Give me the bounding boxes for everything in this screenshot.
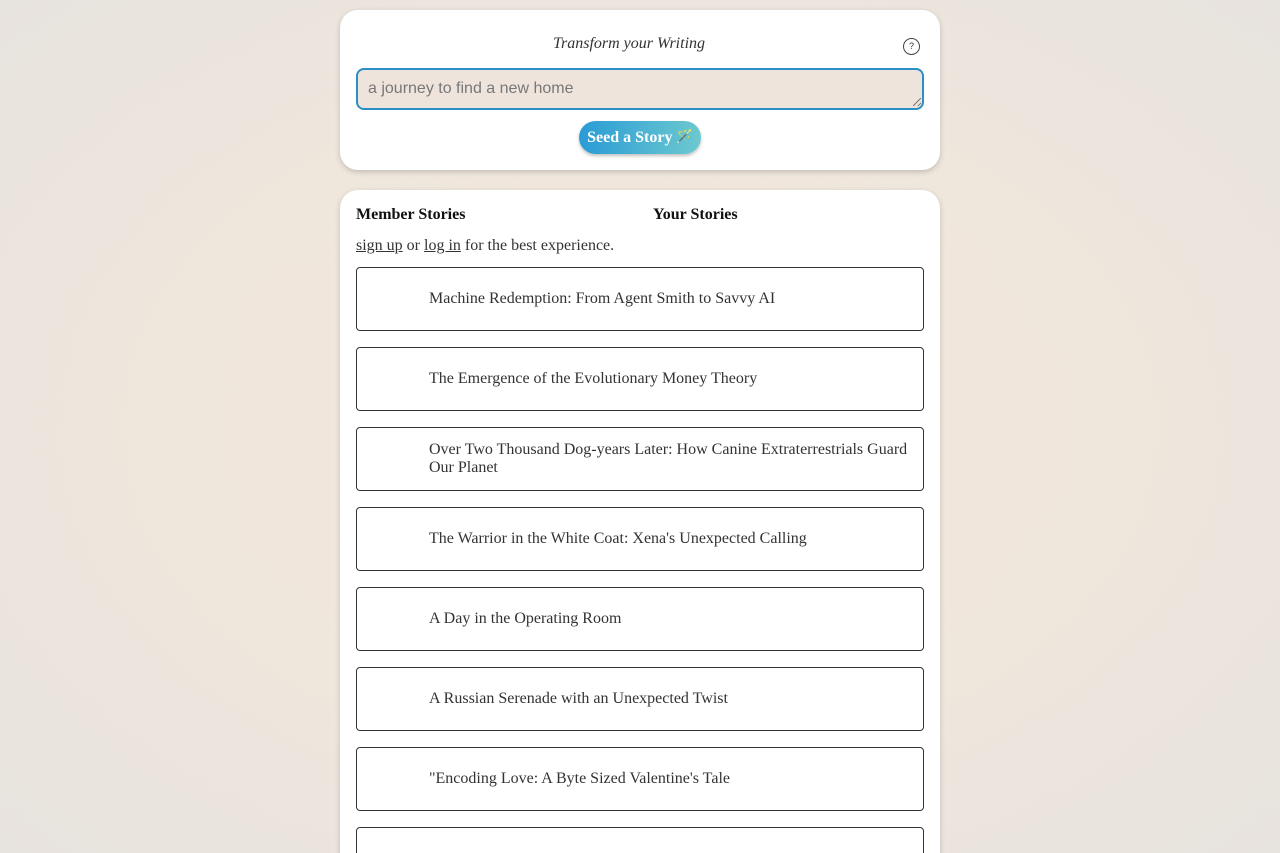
story-card[interactable]: A Day in the Operating Room (356, 587, 924, 651)
help-icon[interactable]: ? (903, 38, 920, 55)
story-seed-panel (340, 10, 940, 170)
story-card[interactable]: The Warrior in the White Coat: Xena's Unexpected Calling (356, 507, 924, 571)
auth-prompt (356, 237, 614, 255)
sign-up-link[interactable]: sign up (356, 237, 403, 254)
story-card-partial[interactable] (356, 827, 924, 853)
story-card[interactable]: Over Two Thousand Dog-years Later: How Canine Extraterrestrials Guard Our Planet (356, 427, 924, 491)
log-in-link[interactable]: log in (424, 237, 461, 254)
auth-or-text: or (406, 237, 420, 254)
story-prompt-input[interactable] (356, 68, 924, 110)
resize-handle-icon[interactable] (913, 98, 921, 106)
tab-member-stories[interactable]: Member Stories (356, 206, 466, 223)
story-card[interactable]: Machine Redemption: From Agent Smith to Savvy AI (356, 267, 924, 331)
auth-suffix-text: for the best experience. (464, 237, 615, 254)
story-card[interactable]: "Encoding Love: A Byte Sized Valentine's Tale (356, 747, 924, 811)
magic-wand-icon: 🪄 (675, 130, 693, 145)
stories-panel (340, 190, 940, 853)
tab-your-stories[interactable]: Your Stories (653, 206, 738, 223)
story-card[interactable]: The Emergence of the Evolutionary Money Theory (356, 347, 924, 411)
story-list (356, 267, 924, 853)
story-card[interactable]: A Russian Serenade with an Unexpected Twist (356, 667, 924, 731)
seed-a-story-label: Seed a Story (587, 128, 673, 146)
page-title: Transform your Writing (552, 35, 706, 52)
seed-a-story-button[interactable] (579, 121, 701, 154)
story-tabs (356, 206, 924, 226)
